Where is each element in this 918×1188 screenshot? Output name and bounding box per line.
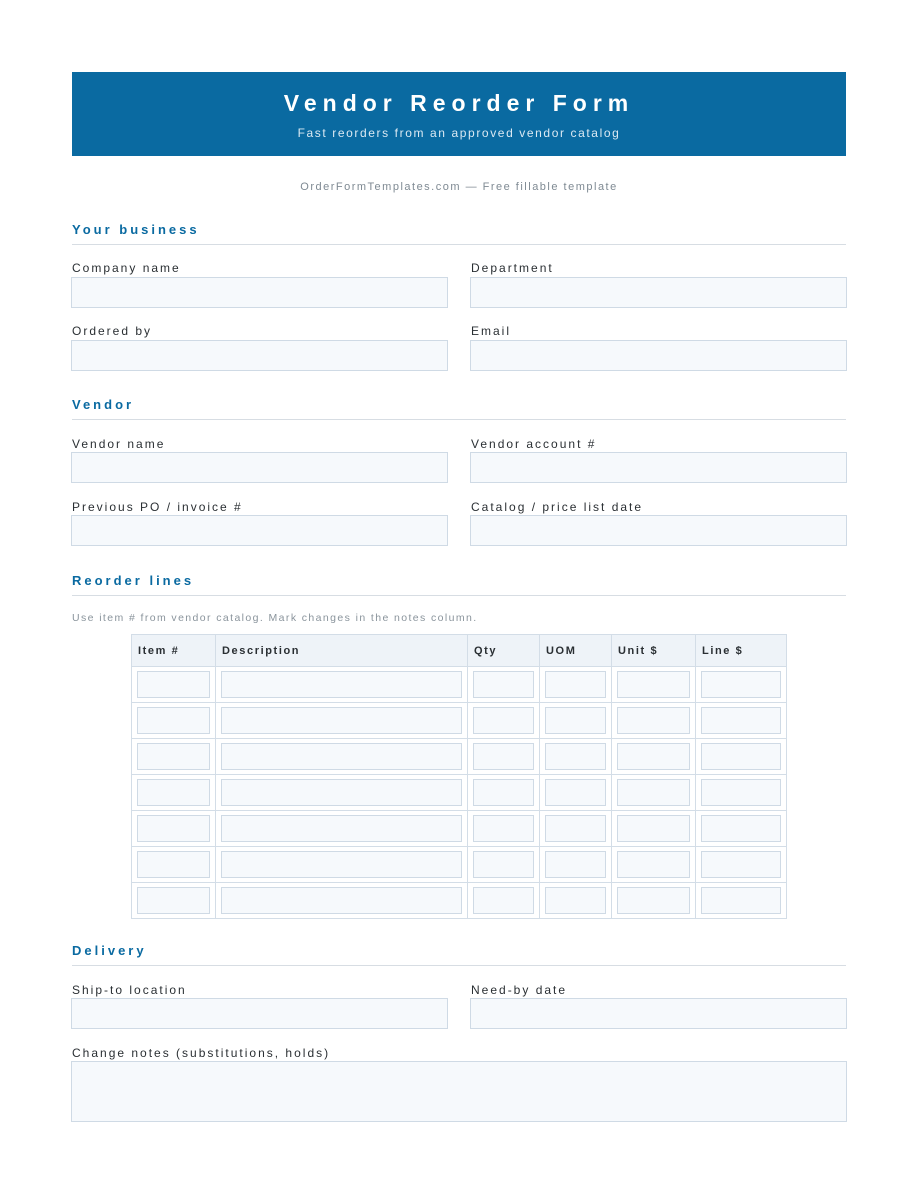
line-total-input[interactable] (701, 671, 781, 698)
description-input[interactable] (221, 815, 462, 842)
section-heading: Reorder lines (72, 573, 195, 588)
item-number-input[interactable] (137, 851, 210, 878)
section-heading: Delivery (72, 943, 147, 958)
table-cell (612, 667, 696, 703)
line-total-input[interactable] (701, 851, 781, 878)
table-cell (468, 847, 540, 883)
table-row (132, 811, 787, 847)
table-row (132, 703, 787, 739)
reorder-lines-table (131, 634, 787, 919)
unit-price-input[interactable] (617, 851, 690, 878)
catalog-date-field[interactable] (470, 515, 847, 546)
table-cell (216, 847, 468, 883)
ordered-by-label: Ordered by (72, 324, 153, 338)
description-input[interactable] (221, 707, 462, 734)
unit-price-input[interactable] (617, 887, 690, 914)
vendor-name-label: Vendor name (72, 437, 166, 451)
line-total-input[interactable] (701, 743, 781, 770)
table-cell (132, 775, 216, 811)
uom-input[interactable] (545, 779, 606, 806)
table-cell (612, 811, 696, 847)
company-name-field[interactable] (71, 277, 448, 308)
table-cell (540, 667, 612, 703)
table-row (132, 847, 787, 883)
item-number-input[interactable] (137, 671, 210, 698)
line-total-input[interactable] (701, 707, 781, 734)
table-cell (612, 847, 696, 883)
description-input[interactable] (221, 671, 462, 698)
item-number-input[interactable] (137, 887, 210, 914)
unit-price-input[interactable] (617, 707, 690, 734)
line-total-input[interactable] (701, 815, 781, 842)
column-header-line-total: Line $ (696, 635, 787, 667)
table-cell (612, 775, 696, 811)
item-number-input[interactable] (137, 707, 210, 734)
column-header-qty: Qty (468, 635, 540, 667)
description-input[interactable] (221, 743, 462, 770)
vendor-name-field[interactable] (71, 452, 448, 483)
table-row (132, 883, 787, 919)
source-line: OrderFormTemplates.com — Free fillable template (300, 181, 618, 193)
description-input[interactable] (221, 887, 462, 914)
table-cell (612, 703, 696, 739)
uom-input[interactable] (545, 743, 606, 770)
qty-input[interactable] (473, 887, 534, 914)
table-header-row (132, 635, 787, 667)
need-by-date-field[interactable] (470, 998, 847, 1029)
section-delivery (72, 943, 846, 966)
table-cell (216, 667, 468, 703)
table-cell (696, 811, 787, 847)
email-field[interactable] (470, 340, 847, 371)
qty-input[interactable] (473, 707, 534, 734)
item-number-input[interactable] (137, 743, 210, 770)
uom-input[interactable] (545, 887, 606, 914)
description-input[interactable] (221, 851, 462, 878)
table-cell (696, 847, 787, 883)
section-reorder-lines (72, 573, 846, 596)
company-name-label: Company name (72, 261, 181, 275)
table-cell (612, 739, 696, 775)
uom-input[interactable] (545, 707, 606, 734)
table-cell (612, 883, 696, 919)
table-cell (132, 667, 216, 703)
change-notes-label: Change notes (substitutions, holds) (72, 1046, 331, 1060)
item-number-input[interactable] (137, 815, 210, 842)
unit-price-input[interactable] (617, 671, 690, 698)
table-cell (540, 739, 612, 775)
ordered-by-field[interactable] (71, 340, 448, 371)
qty-input[interactable] (473, 815, 534, 842)
column-header-description: Description (216, 635, 468, 667)
table-cell (696, 775, 787, 811)
table-cell (132, 847, 216, 883)
form-title: Vendor Reorder Form (283, 90, 635, 116)
table-cell (216, 811, 468, 847)
table-cell (216, 883, 468, 919)
section-your-business (72, 222, 846, 245)
email-label: Email (471, 324, 512, 338)
qty-input[interactable] (473, 851, 534, 878)
table-cell (132, 883, 216, 919)
table-cell (132, 739, 216, 775)
previous-po-label: Previous PO / invoice # (72, 500, 243, 514)
table-cell (468, 775, 540, 811)
qty-input[interactable] (473, 779, 534, 806)
uom-input[interactable] (545, 671, 606, 698)
table-cell (468, 883, 540, 919)
qty-input[interactable] (473, 671, 534, 698)
table-row (132, 739, 787, 775)
form-header (72, 72, 846, 156)
table-cell (696, 703, 787, 739)
table-cell (468, 703, 540, 739)
table-cell (216, 739, 468, 775)
line-total-input[interactable] (701, 887, 781, 914)
unit-price-input[interactable] (617, 779, 690, 806)
section-vendor (72, 397, 846, 420)
unit-price-input[interactable] (617, 815, 690, 842)
table-cell (468, 811, 540, 847)
reorder-hint: Use item # from vendor catalog. Mark changes in the notes column. (72, 612, 478, 624)
table-cell (540, 703, 612, 739)
table-cell (696, 883, 787, 919)
ship-to-label: Ship-to location (72, 983, 187, 997)
item-number-input[interactable] (137, 779, 210, 806)
table-cell (132, 811, 216, 847)
column-header-uom: UOM (540, 635, 612, 667)
reorder-lines-body (132, 667, 787, 919)
previous-po-field[interactable] (71, 515, 448, 546)
table-cell (540, 847, 612, 883)
uom-input[interactable] (545, 815, 606, 842)
table-cell (216, 775, 468, 811)
table-cell (696, 739, 787, 775)
vendor-account-field[interactable] (470, 452, 847, 483)
table-cell (540, 775, 612, 811)
line-total-input[interactable] (701, 779, 781, 806)
catalog-date-label: Catalog / price list date (471, 500, 644, 514)
table-cell (216, 703, 468, 739)
table-cell (696, 667, 787, 703)
department-label: Department (471, 261, 554, 275)
vendor-account-label: Vendor account # (471, 437, 597, 451)
section-heading: Vendor (72, 397, 135, 412)
qty-input[interactable] (473, 743, 534, 770)
table-cell (132, 703, 216, 739)
table-cell (468, 739, 540, 775)
column-header-item: Item # (132, 635, 216, 667)
column-header-unit-price: Unit $ (612, 635, 696, 667)
ship-to-field[interactable] (71, 998, 448, 1029)
form-subtitle: Fast reorders from an approved vendor catalog (297, 126, 621, 140)
table-row (132, 667, 787, 703)
uom-input[interactable] (545, 851, 606, 878)
table-cell (468, 667, 540, 703)
unit-price-input[interactable] (617, 743, 690, 770)
table-cell (540, 811, 612, 847)
department-field[interactable] (470, 277, 847, 308)
table-row (132, 775, 787, 811)
table-cell (540, 883, 612, 919)
description-input[interactable] (221, 779, 462, 806)
need-by-label: Need-by date (471, 983, 568, 997)
section-heading: Your business (72, 222, 200, 237)
change-notes-field[interactable] (71, 1061, 847, 1122)
